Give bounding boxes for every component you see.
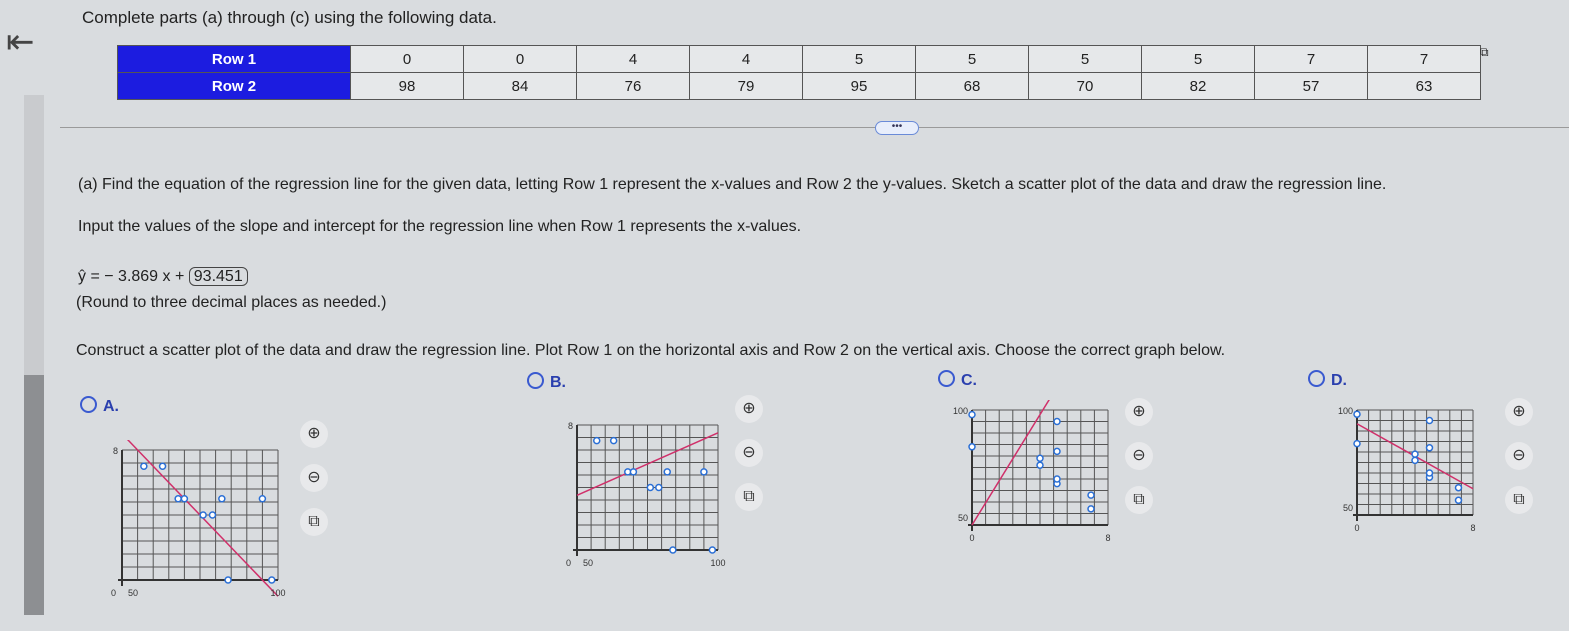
copy-table-icon[interactable]: ⧉ [1480,45,1489,59]
table-cell: 76 [577,73,690,100]
construct-prompt: Construct a scatter plot of the data and draw the regression line. Plot Row 1 on the horizontal axis and Row 2 on the vertical axis. Choose the correct graph below. [76,342,1226,359]
y-max-label: 100 [952,406,968,416]
data-point [141,463,147,469]
y-max-label: 8 [112,446,118,456]
zoom-in-icon[interactable]: ⊕ [735,395,763,423]
x-max-label: 8 [1470,523,1476,533]
table-cell: 57 [1255,73,1368,100]
data-point [969,444,975,450]
round-note: (Round to three decimal places as needed.) [76,294,387,311]
x-min-label: 0 [565,558,571,568]
data-point [1037,462,1043,468]
intercept-input[interactable]: 93.451 [189,267,248,286]
data-point [1054,419,1060,425]
data-point [1427,470,1433,476]
popout-icon[interactable]: ⧉ [1505,486,1533,514]
zoom-in-icon[interactable]: ⊕ [1125,398,1153,426]
graph-b [555,415,740,575]
zoom-in-icon[interactable]: ⊕ [300,420,328,448]
x-max-label: 100 [270,588,286,598]
x-mid-label: 50 [583,558,594,568]
radio-a[interactable] [80,396,97,413]
data-point [1088,506,1094,512]
table-cell: 68 [916,73,1029,100]
table-cell: 95 [803,73,916,100]
data-point [269,577,275,583]
table-cell: 7 [1255,46,1368,73]
y-min-label: 50 [957,513,968,523]
radio-d[interactable] [1308,370,1325,387]
data-table [117,45,1481,100]
data-point [1412,451,1418,457]
data-point [1054,476,1060,482]
regression-equation [78,268,248,286]
data-point [594,438,600,444]
part-a-prompt: (a) Find the equation of the regression line for the given data, letting Row 1 represent the x-values and Row 2 the y-values. Sketch a scatter plot of the data and draw the regression line. [78,176,1387,193]
data-point [225,577,231,583]
table-cell: 5 [1142,46,1255,73]
data-point [630,469,636,475]
data-point [219,496,225,502]
data-point [969,412,975,418]
table-cell: 84 [464,73,577,100]
y-min-label: 50 [1342,503,1353,513]
data-point [1456,485,1462,491]
table-cell: 5 [803,46,916,73]
input-prompt: Input the values of the slope and intercept for the regression line when Row 1 represents the x-values. [78,218,802,235]
table-cell: 63 [1368,73,1481,100]
zoom-out-icon[interactable]: ⊖ [735,439,763,467]
graph-c [950,400,1130,550]
question-title: Complete parts (a) through (c) using the following data. [82,8,497,27]
y-max-label: 8 [567,421,573,431]
option-a[interactable]: A. [80,396,119,416]
data-point [647,485,653,491]
row1-header: Row 1 [118,46,351,73]
table-cell: 79 [690,73,803,100]
table-cell: 5 [916,46,1029,73]
popout-icon[interactable]: ⧉ [300,508,328,536]
data-point [1054,448,1060,454]
x-mid-label: 50 [128,588,139,598]
yhat-label: ŷ = [78,268,100,285]
x-min-label: 0 [110,588,116,598]
data-point [1354,441,1360,447]
divider [60,127,1569,128]
table-cell: 4 [690,46,803,73]
data-point [1412,457,1418,463]
data-point [1088,492,1094,498]
option-d[interactable]: D. [1308,370,1347,390]
data-point [259,496,265,502]
x-min-label: 0 [1354,523,1360,533]
option-c[interactable]: C. [938,370,977,390]
back-arrow-icon[interactable]: ⇤ [6,23,35,61]
zoom-out-icon[interactable]: ⊖ [300,464,328,492]
data-point [701,469,707,475]
data-point [160,463,166,469]
data-point [611,438,617,444]
expand-button[interactable]: ••• [875,121,919,135]
data-point [670,547,676,553]
table-cell: 4 [577,46,690,73]
data-point [664,469,670,475]
data-point [181,496,187,502]
x-max-label: 8 [1105,533,1111,543]
table-cell: 82 [1142,73,1255,100]
popout-icon[interactable]: ⧉ [1125,486,1153,514]
graph-a [100,440,300,605]
data-point [1037,455,1043,461]
data-point [709,547,715,553]
data-point [1427,445,1433,451]
x-plus-label: x + [162,268,185,285]
data-point [200,512,206,518]
data-point [1427,418,1433,424]
data-point [656,485,662,491]
table-cell: 0 [351,46,464,73]
x-min-label: 0 [969,533,975,543]
data-point [175,496,181,502]
x-max-label: 100 [710,558,726,568]
slope-value[interactable]: − 3.869 [104,268,159,285]
option-b[interactable]: B. [527,372,566,392]
zoom-out-icon[interactable]: ⊖ [1125,442,1153,470]
radio-b[interactable] [527,372,544,389]
table-cell: 7 [1368,46,1481,73]
data-point [209,512,215,518]
data-point [1456,497,1462,503]
table-cell: 5 [1029,46,1142,73]
popout-icon[interactable]: ⧉ [735,483,763,511]
data-point [1354,411,1360,417]
y-max-label: 100 [1337,406,1353,416]
row2-header: Row 2 [118,73,351,100]
table-cell: 98 [351,73,464,100]
zoom-in-icon[interactable]: ⊕ [1505,398,1533,426]
graph-d [1335,400,1495,540]
table-cell: 0 [464,46,577,73]
table-cell: 70 [1029,73,1142,100]
scrollbar-thumb[interactable] [24,375,44,615]
radio-c[interactable] [938,370,955,387]
zoom-out-icon[interactable]: ⊖ [1505,442,1533,470]
